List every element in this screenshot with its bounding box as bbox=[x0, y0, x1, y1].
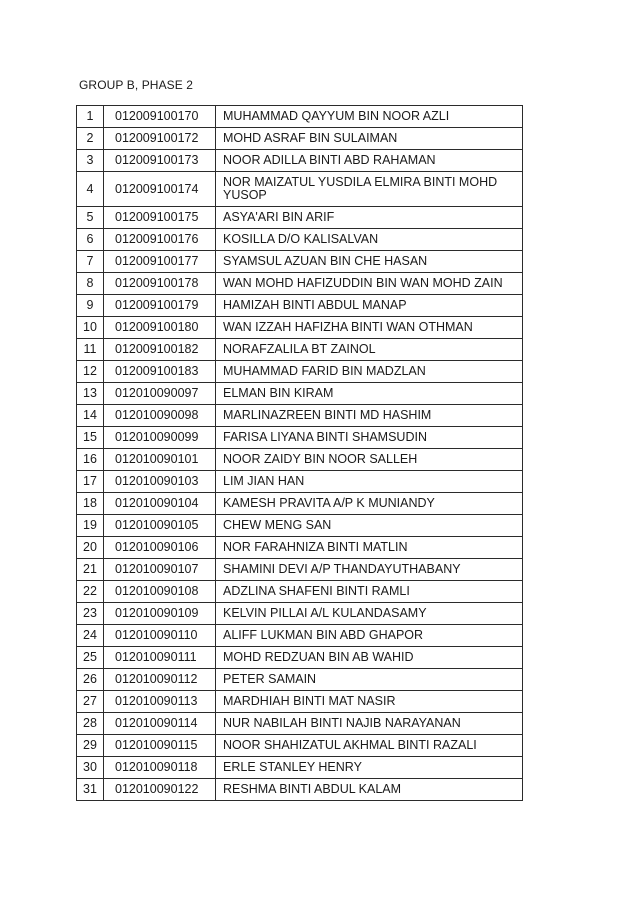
row-number-cell: 2 bbox=[77, 128, 104, 150]
row-number-cell: 25 bbox=[77, 647, 104, 669]
table-row bbox=[77, 559, 523, 581]
row-number-cell: 21 bbox=[77, 559, 104, 581]
student-name-cell: NOOR ZAIDY BIN NOOR SALLEH bbox=[216, 449, 523, 471]
student-id-cell: 012009100179 bbox=[104, 295, 216, 317]
table-row bbox=[77, 317, 523, 339]
row-number-cell: 1 bbox=[77, 106, 104, 128]
student-name-cell: LIM JIAN HAN bbox=[216, 471, 523, 493]
page-heading: GROUP B, PHASE 2 bbox=[79, 78, 194, 92]
student-id-cell: 012010090118 bbox=[104, 757, 216, 779]
row-number-cell: 23 bbox=[77, 603, 104, 625]
student-name-cell: HAMIZAH BINTI ABDUL MANAP bbox=[216, 295, 523, 317]
student-id-cell: 012010090107 bbox=[104, 559, 216, 581]
row-number-cell: 17 bbox=[77, 471, 104, 493]
student-name-cell: ASYA'ARI BIN ARIF bbox=[216, 207, 523, 229]
table-row bbox=[77, 735, 523, 757]
table-row bbox=[77, 405, 523, 427]
student-id-cell: 012010090113 bbox=[104, 691, 216, 713]
row-number-cell: 26 bbox=[77, 669, 104, 691]
student-name-cell: MARDHIAH BINTI MAT NASIR bbox=[216, 691, 523, 713]
student-name-cell: MARLINAZREEN BINTI MD HASHIM bbox=[216, 405, 523, 427]
table-row bbox=[77, 229, 523, 251]
student-name-cell: SYAMSUL AZUAN BIN CHE HASAN bbox=[216, 251, 523, 273]
table-row bbox=[77, 339, 523, 361]
student-id-cell: 012009100182 bbox=[104, 339, 216, 361]
table-row bbox=[77, 757, 523, 779]
student-id-cell: 012009100170 bbox=[104, 106, 216, 128]
table-row bbox=[77, 537, 523, 559]
row-number-cell: 7 bbox=[77, 251, 104, 273]
row-number-cell: 15 bbox=[77, 427, 104, 449]
row-number-cell: 18 bbox=[77, 493, 104, 515]
student-id-cell: 012009100180 bbox=[104, 317, 216, 339]
table-row bbox=[77, 207, 523, 229]
table-row bbox=[77, 493, 523, 515]
student-name-cell: NUR NABILAH BINTI NAJIB NARAYANAN bbox=[216, 713, 523, 735]
table-row bbox=[77, 427, 523, 449]
row-number-cell: 30 bbox=[77, 757, 104, 779]
student-id-cell: 012010090098 bbox=[104, 405, 216, 427]
student-id-cell: 012010090112 bbox=[104, 669, 216, 691]
student-id-cell: 012010090104 bbox=[104, 493, 216, 515]
row-number-cell: 6 bbox=[77, 229, 104, 251]
student-name-cell: MOHD REDZUAN BIN AB WAHID bbox=[216, 647, 523, 669]
student-id-cell: 012010090114 bbox=[104, 713, 216, 735]
row-number-cell: 31 bbox=[77, 779, 104, 801]
student-id-cell: 012010090105 bbox=[104, 515, 216, 537]
student-name-cell: CHEW MENG SAN bbox=[216, 515, 523, 537]
row-number-cell: 11 bbox=[77, 339, 104, 361]
table-row bbox=[77, 647, 523, 669]
student-id-cell: 012009100175 bbox=[104, 207, 216, 229]
student-id-cell: 012009100178 bbox=[104, 273, 216, 295]
table-row bbox=[77, 128, 523, 150]
student-name-cell: PETER SAMAIN bbox=[216, 669, 523, 691]
table-row bbox=[77, 603, 523, 625]
student-id-cell: 012010090111 bbox=[104, 647, 216, 669]
student-name-cell: ELMAN BIN KIRAM bbox=[216, 383, 523, 405]
student-id-cell: 012010090109 bbox=[104, 603, 216, 625]
table-row bbox=[77, 172, 523, 207]
row-number-cell: 27 bbox=[77, 691, 104, 713]
student-name-cell: KOSILLA D/O KALISALVAN bbox=[216, 229, 523, 251]
student-name-cell: NOR MAIZATUL YUSDILA ELMIRA BINTI MOHD YUSOP bbox=[216, 172, 523, 207]
table-row bbox=[77, 361, 523, 383]
student-name-cell: ALIFF LUKMAN BIN ABD GHAPOR bbox=[216, 625, 523, 647]
student-id-cell: 012009100172 bbox=[104, 128, 216, 150]
table-row bbox=[77, 383, 523, 405]
table-row bbox=[77, 251, 523, 273]
table-row bbox=[77, 625, 523, 647]
row-number-cell: 12 bbox=[77, 361, 104, 383]
row-number-cell: 24 bbox=[77, 625, 104, 647]
student-id-cell: 012010090101 bbox=[104, 449, 216, 471]
student-table bbox=[76, 105, 523, 801]
student-name-cell: NOOR ADILLA BINTI ABD RAHAMAN bbox=[216, 150, 523, 172]
row-number-cell: 22 bbox=[77, 581, 104, 603]
student-name-cell: KELVIN PILLAI A/L KULANDASAMY bbox=[216, 603, 523, 625]
table-row bbox=[77, 106, 523, 128]
row-number-cell: 13 bbox=[77, 383, 104, 405]
row-number-cell: 14 bbox=[77, 405, 104, 427]
student-id-cell: 012010090122 bbox=[104, 779, 216, 801]
row-number-cell: 3 bbox=[77, 150, 104, 172]
student-id-cell: 012010090106 bbox=[104, 537, 216, 559]
student-id-cell: 012010090108 bbox=[104, 581, 216, 603]
table-row bbox=[77, 669, 523, 691]
row-number-cell: 10 bbox=[77, 317, 104, 339]
table-row bbox=[77, 471, 523, 493]
row-number-cell: 29 bbox=[77, 735, 104, 757]
student-name-cell: MUHAMMAD FARID BIN MADZLAN bbox=[216, 361, 523, 383]
student-id-cell: 012010090099 bbox=[104, 427, 216, 449]
student-name-cell: MOHD ASRAF BIN SULAIMAN bbox=[216, 128, 523, 150]
row-number-cell: 5 bbox=[77, 207, 104, 229]
table-row bbox=[77, 713, 523, 735]
table-row bbox=[77, 273, 523, 295]
student-name-cell: NOR FARAHNIZA BINTI MATLIN bbox=[216, 537, 523, 559]
student-id-cell: 012010090097 bbox=[104, 383, 216, 405]
row-number-cell: 8 bbox=[77, 273, 104, 295]
table-row bbox=[77, 449, 523, 471]
student-name-cell: WAN MOHD HAFIZUDDIN BIN WAN MOHD ZAIN bbox=[216, 273, 523, 295]
student-name-cell: ERLE STANLEY HENRY bbox=[216, 757, 523, 779]
row-number-cell: 19 bbox=[77, 515, 104, 537]
table-row bbox=[77, 150, 523, 172]
table-row bbox=[77, 779, 523, 801]
student-name-cell: KAMESH PRAVITA A/P K MUNIANDY bbox=[216, 493, 523, 515]
student-id-cell: 012009100174 bbox=[104, 172, 216, 207]
student-name-cell: WAN IZZAH HAFIZHA BINTI WAN OTHMAN bbox=[216, 317, 523, 339]
row-number-cell: 20 bbox=[77, 537, 104, 559]
student-name-cell: RESHMA BINTI ABDUL KALAM bbox=[216, 779, 523, 801]
student-id-cell: 012010090115 bbox=[104, 735, 216, 757]
row-number-cell: 4 bbox=[77, 172, 104, 207]
student-id-cell: 012009100177 bbox=[104, 251, 216, 273]
student-name-cell: MUHAMMAD QAYYUM BIN NOOR AZLI bbox=[216, 106, 523, 128]
student-name-cell: ADZLINA SHAFENI BINTI RAMLI bbox=[216, 581, 523, 603]
row-number-cell: 16 bbox=[77, 449, 104, 471]
student-id-cell: 012010090103 bbox=[104, 471, 216, 493]
student-name-cell: FARISA LIYANA BINTI SHAMSUDIN bbox=[216, 427, 523, 449]
table-row bbox=[77, 581, 523, 603]
student-id-cell: 012009100183 bbox=[104, 361, 216, 383]
student-id-cell: 012010090110 bbox=[104, 625, 216, 647]
student-table-body bbox=[77, 106, 523, 801]
student-id-cell: 012009100176 bbox=[104, 229, 216, 251]
table-row bbox=[77, 515, 523, 537]
table-row bbox=[77, 691, 523, 713]
student-name-cell: SHAMINI DEVI A/P THANDAYUTHABANY bbox=[216, 559, 523, 581]
row-number-cell: 28 bbox=[77, 713, 104, 735]
table-row bbox=[77, 295, 523, 317]
student-name-cell: NORAFZALILA BT ZAINOL bbox=[216, 339, 523, 361]
row-number-cell: 9 bbox=[77, 295, 104, 317]
student-id-cell: 012009100173 bbox=[104, 150, 216, 172]
student-name-cell: NOOR SHAHIZATUL AKHMAL BINTI RAZALI bbox=[216, 735, 523, 757]
